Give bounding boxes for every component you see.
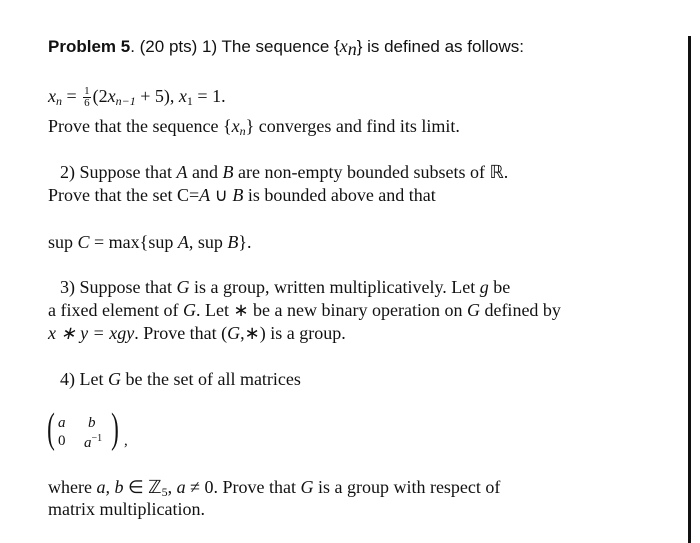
problem-header: Problem 5. (20 pts) 1) The sequence $\{x_n\}$ is defined as follows: bbox=[48, 36, 524, 59]
a-inverse: $a^{-1}$ bbox=[84, 433, 103, 451]
fraction-one-sixth: $\frac{1}{6}$ bbox=[84, 85, 90, 110]
part3-line1: 3) Suppose that G is a group, written multiplicatively. Let g be bbox=[60, 277, 511, 297]
part2-line1: 2) Suppose that A and B are non-empty bounded subsets of ℝ. bbox=[60, 162, 509, 182]
right-paren: ) bbox=[111, 406, 119, 452]
part3-line2: a fixed element of G. Let ∗ be a new binary operation on G defined by bbox=[48, 300, 561, 320]
part4-last-line: matrix multiplication. bbox=[48, 499, 205, 519]
part4-where-line: where a, b ∈ ℤ$_5$, a ≠ 0. Prove that G is a group with respect of bbox=[48, 477, 501, 499]
sup-equation: sup C = max{sup A, sup B}. bbox=[48, 232, 252, 252]
problem-label: Problem 5 bbox=[48, 37, 131, 56]
right-border-line bbox=[688, 36, 691, 543]
left-paren: ( bbox=[47, 406, 55, 452]
recurrence-formula: $x_n$ = $\frac{1}{6}$ $(2x_{n-1} + 5)$, $x_1 = 1$. bbox=[48, 85, 226, 110]
part2-line2: Prove that the set C=A ∪ B is bounded above and that bbox=[48, 185, 436, 205]
part4-line1: 4) Let G be the set of all matrices bbox=[60, 369, 301, 389]
part1-prove-text: Prove that the sequence $\{x_n\}$ converges and find its limit. bbox=[48, 116, 460, 138]
part3-line3: x ∗ y = xgy. Prove that (G,∗) is a group. bbox=[48, 323, 346, 343]
